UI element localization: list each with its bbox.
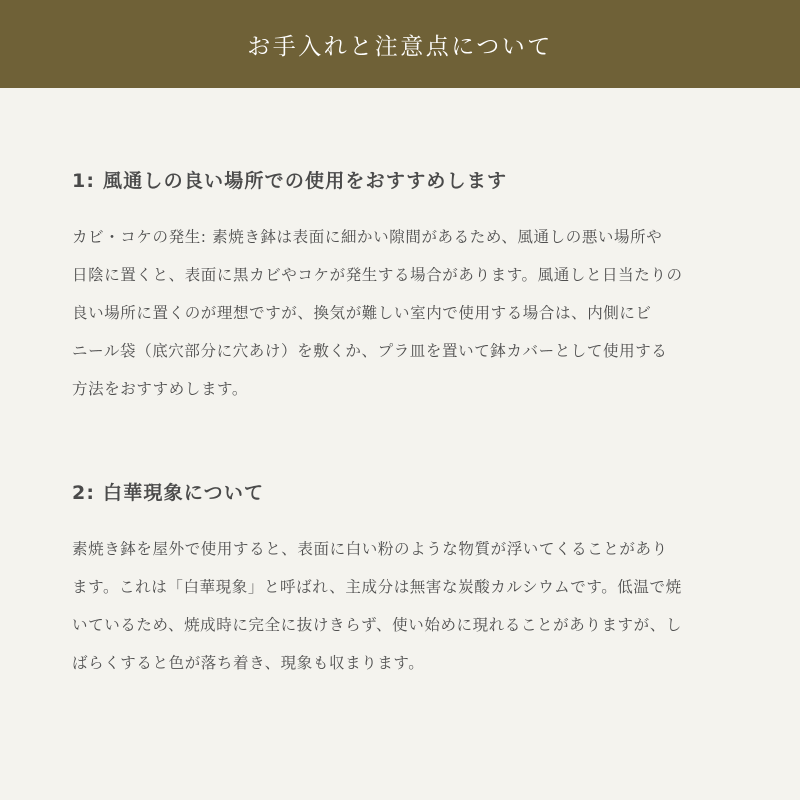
body-line: 日陰に置くと、表面に黒カビやコケが発生する場合があります。風通しと日当たりの bbox=[72, 266, 683, 284]
body-line: ます。これは「白華現象」と呼ばれ、主成分は無害な炭酸カルシウムです。低温で焼 bbox=[72, 578, 682, 596]
body-line: 良い場所に置くのが理想ですが、換気が難しい室内で使用する場合は、内側にビ bbox=[72, 304, 652, 322]
section-efflorescence bbox=[72, 480, 732, 682]
body-line: 素焼き鉢を屋外で使用すると、表面に白い粉のような物質が浮いてくることがあり bbox=[72, 540, 668, 558]
body-line: ばらくすると色が落ち着き、現象も収まります。 bbox=[72, 654, 425, 672]
section-ventilation bbox=[72, 168, 732, 408]
section-body bbox=[72, 218, 732, 408]
page-header bbox=[0, 0, 800, 88]
page-title: お手入れと注意点について bbox=[247, 33, 553, 60]
body-line: カビ・コケの発生: 素焼き鉢は表面に細かい隙間があるため、風通しの悪い場所や bbox=[72, 228, 663, 246]
section-body bbox=[72, 530, 732, 682]
section-heading: 1: 風通しの良い場所での使用をおすすめします bbox=[72, 170, 508, 192]
body-line: いているため、焼成時に完全に抜けきらず、使い始めに現れることがありますが、し bbox=[72, 616, 682, 634]
body-line: 方法をおすすめします。 bbox=[72, 380, 249, 398]
body-line: ニール袋（底穴部分に穴あけ）を敷くか、プラ皿を置いて鉢カバーとして使用する bbox=[72, 342, 668, 360]
section-heading: 2: 白華現象について bbox=[72, 482, 265, 504]
